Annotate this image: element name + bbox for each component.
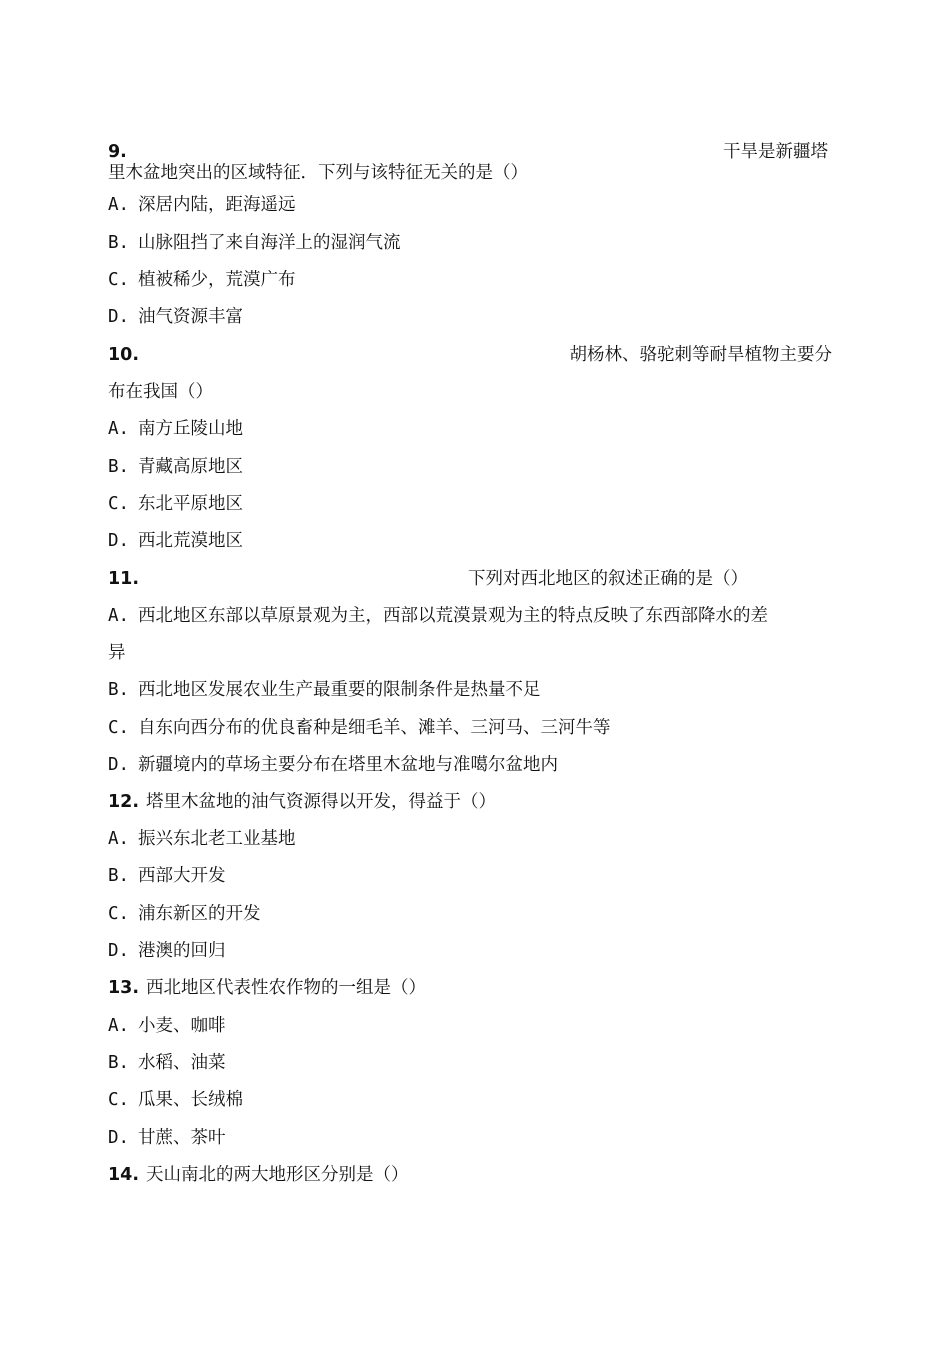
question-10-option-d: [108, 529, 833, 553]
option-text: 东北平原地区: [138, 494, 243, 514]
question-10-option-b: [108, 455, 833, 479]
option-letter: D.: [108, 307, 130, 327]
question-12-option-a: [108, 827, 833, 851]
question-13-option-d: [108, 1126, 833, 1150]
option-letter: B.: [108, 1053, 130, 1073]
option-text: 水稻、油菜: [138, 1053, 226, 1073]
question-12-stem: 塔里木盆地的油气资源得以开发，得益于（）: [146, 792, 496, 812]
question-10-option-a: [108, 417, 833, 441]
option-text: 甘蔗、茶叶: [138, 1128, 226, 1148]
question-14-stem: 天山南北的两大地形区分别是（）: [146, 1165, 409, 1185]
option-letter: D.: [108, 531, 130, 551]
question-9-option-a: [108, 193, 833, 217]
question-12-option-c: [108, 902, 833, 926]
option-text: 新疆境内的草场主要分布在塔里木盆地与准噶尔盆地内: [138, 755, 558, 775]
option-letter: C.: [108, 718, 130, 738]
question-13-stem: 西北地区代表性农作物的一组是（）: [146, 978, 426, 998]
option-text: 西北荒漠地区: [138, 531, 243, 551]
option-text: 西北地区东部以草原景观为主，西部以荒漠景观为主的特点反映了东西部降水的差: [138, 606, 768, 626]
option-text: 油气资源丰富: [138, 307, 243, 327]
option-letter: A.: [108, 1016, 130, 1036]
question-13-number: 13.: [108, 978, 140, 998]
option-letter: B.: [108, 680, 130, 700]
option-letter: D.: [108, 1128, 130, 1148]
option-letter: C.: [108, 270, 130, 290]
question-11-number: 11.: [108, 569, 140, 589]
question-14-stem-line: [108, 1163, 833, 1187]
question-9-option-d: [108, 305, 833, 329]
question-10-option-c: [108, 492, 833, 516]
option-text: 青藏高原地区: [138, 457, 243, 477]
question-10-stem-tail: 胡杨林、骆驼刺等耐旱植物主要分: [569, 345, 832, 365]
option-text: 西部大开发: [138, 866, 226, 886]
question-14-number: 14.: [108, 1165, 140, 1185]
option-text: 浦东新区的开发: [138, 904, 261, 924]
question-11-option-b: [108, 678, 833, 702]
question-9-number: 9.: [108, 142, 127, 162]
option-text: 深居内陆，距海遥远: [138, 195, 296, 215]
question-9-option-c: [108, 268, 833, 292]
option-text: 西北地区发展农业生产最重要的限制条件是热量不足: [138, 680, 541, 700]
option-letter: B.: [108, 457, 130, 477]
option-text: 南方丘陵山地: [138, 419, 243, 439]
question-13-option-b: [108, 1051, 833, 1075]
question-11-option-a: [108, 604, 833, 628]
option-letter: C.: [108, 494, 130, 514]
option-text: 港澳的回归: [138, 941, 226, 961]
option-text: 小麦、咖啡: [138, 1016, 226, 1036]
question-12-option-d: [108, 939, 833, 963]
question-9-stem: 里木盆地突出的区域特征．下列与该特征无关的是（）: [108, 163, 528, 183]
option-text: 自东向西分布的优良畜种是细毛羊、滩羊、三河马、三河牛等: [138, 718, 611, 738]
option-letter: B.: [108, 866, 130, 886]
question-10-stem: 布在我国（）: [108, 382, 213, 402]
option-letter: D.: [108, 941, 130, 961]
question-13-option-a: [108, 1014, 833, 1038]
option-letter: A.: [108, 606, 130, 626]
option-letter: C.: [108, 1090, 130, 1110]
option-letter: D.: [108, 755, 130, 775]
question-11-option-d: [108, 753, 833, 777]
question-13-stem-line: [108, 976, 833, 1000]
question-9-option-b: [108, 231, 833, 255]
option-letter: A.: [108, 829, 130, 849]
option-text: 振兴东北老工业基地: [138, 829, 296, 849]
question-12-stem-line: [108, 790, 833, 814]
option-letter: C.: [108, 904, 130, 924]
question-13-option-c: [108, 1088, 833, 1112]
question-12-number: 12.: [108, 792, 140, 812]
question-12-option-b: [108, 864, 833, 888]
question-11-option-a-continued: 异: [108, 643, 126, 663]
question-10-number: 10.: [108, 345, 140, 365]
question-11-stem-tail: 下列对西北地区的叙述正确的是（）: [468, 569, 748, 589]
option-letter: A.: [108, 419, 130, 439]
option-letter: A.: [108, 195, 130, 215]
option-text: 瓜果、长绒棉: [138, 1090, 243, 1110]
option-letter: B.: [108, 233, 130, 253]
question-11-option-c: [108, 716, 833, 740]
question-9-stem-tail: 干旱是新疆塔: [723, 142, 828, 162]
option-text: 植被稀少，荒漠广布: [138, 270, 296, 290]
option-text: 山脉阻挡了来自海洋上的湿润气流: [138, 233, 401, 253]
